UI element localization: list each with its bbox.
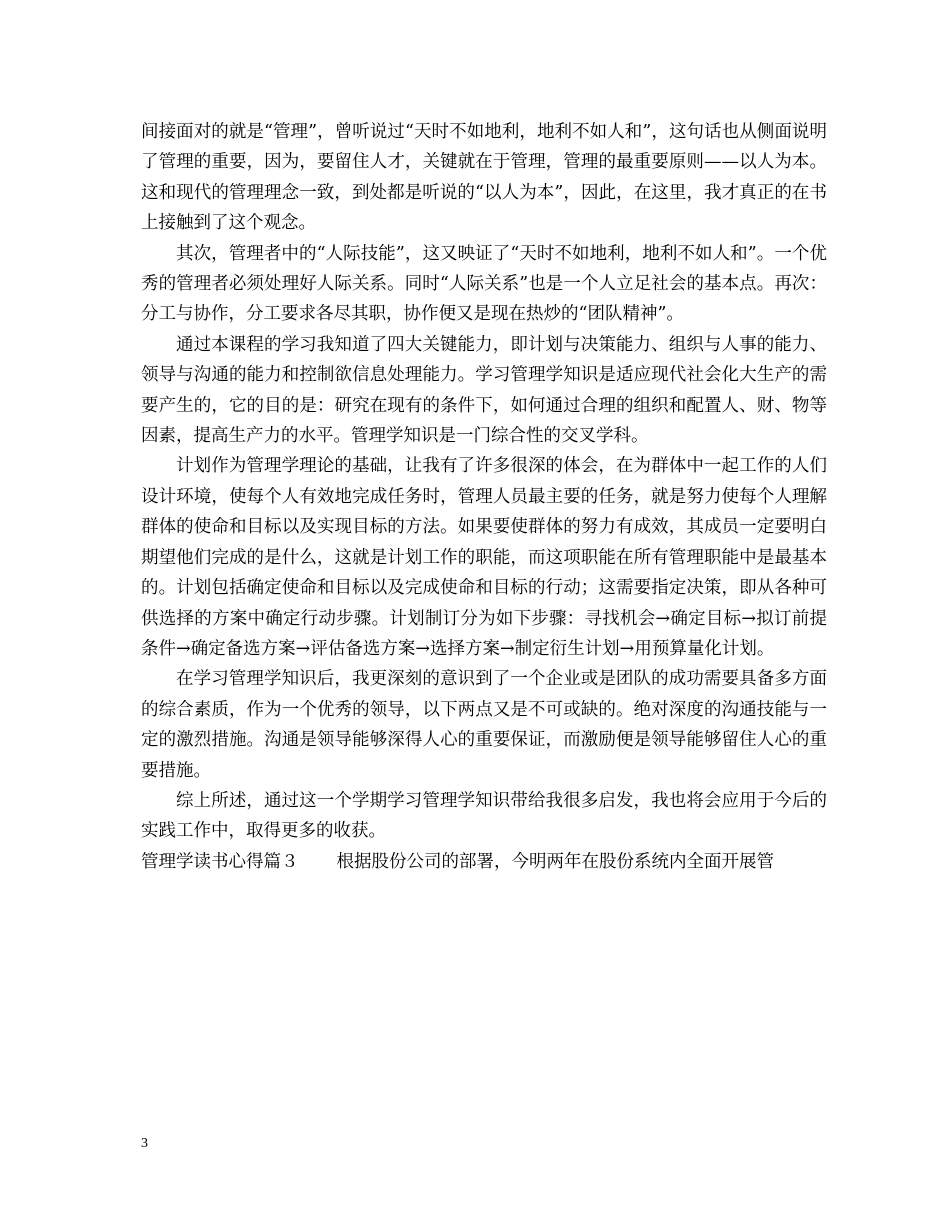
body-text [141,117,827,877]
section-first-line: 根据股份公司的部署，今明两年在股份系统内全面开展管 [336,851,774,872]
paragraph-6: 综上所述，通过这一个学期学习管理学知识带给我很多启发，我也将会应用于今后的实践工作中，取得更多的收获。 [141,790,827,842]
paragraph-1: 间接面对的就是“管理”，曾听说过“天时不如地利，地利不如人和”，这句话也从侧面说明了管理的重要，因为，要留住人才，关键就在于管理，管理的最重要原则——以人为本。这和现代的管理理念一致，到处都是听说的“以人为本”，因此，在这里，我才真正的在书上接触到了这个观念。 [141,122,827,234]
section-heading-line [141,847,827,877]
page-number: 3 [141,1136,148,1151]
paragraph-3: 通过本课程的学习我知道了四大关键能力，即计划与决策能力、组织与人事的能力、领导与沟通的能力和控制欲信息处理能力。学习管理学知识是适应现代社会化大生产的需要产生的，它的目的是：研究在现有的条件下，如何通过合理的组织和配置人、财、物等因素，提高生产力的水平。管理学知识是一门综合性的交叉学科。 [141,334,827,447]
paragraph-4: 计划作为管理学理论的基础，让我有了许多很深的体会，在为群体中一起工作的人们设计环境，使每个人有效地完成任务时，管理人员最主要的任务，就是努力使每个人理解群体的使命和目标以及实现目标的方法。如果要使群体的努力有成效，其成员一定要明白期望他们完成的是什么，这就是计划工作的职能，而这项职能在所有管理职能中是最基本的。计划包括确定使命和目标以及完成使命和目标的行动；这需要指定决策，即从各种可供选择的方案中确定行动步骤。计划制订分为如下步骤：寻找机会→确定目标→拟订前提条件→确定备选方案→评估备选方案→选择方案→制定衍生计划→用预算量化计划。 [141,456,827,659]
section-title: 管理学读书心得篇３ [141,851,299,872]
paragraph-5: 在学习管理学知识后，我更深刻的意识到了一个企业或是团队的成功需要具备多方面的综合素质，作为一个优秀的领导，以下两点又是不可或缺的。绝对深度的沟通技能与一定的激烈措施。沟通是领导能够深得人心的重要保证，而激励便是领导能够留住人心的重要措施。 [141,669,827,781]
paragraph-2: 其次，管理者中的“人际技能”，这又映证了“天时不如地利，地利不如人和”。一个优秀的管理者必须处理好人际关系。同时“人际关系”也是一个人立足社会的基本点。再次：分工与协作，分工要求各尽其职，协作便又是现在热炒的“团队精神”。 [141,243,827,325]
